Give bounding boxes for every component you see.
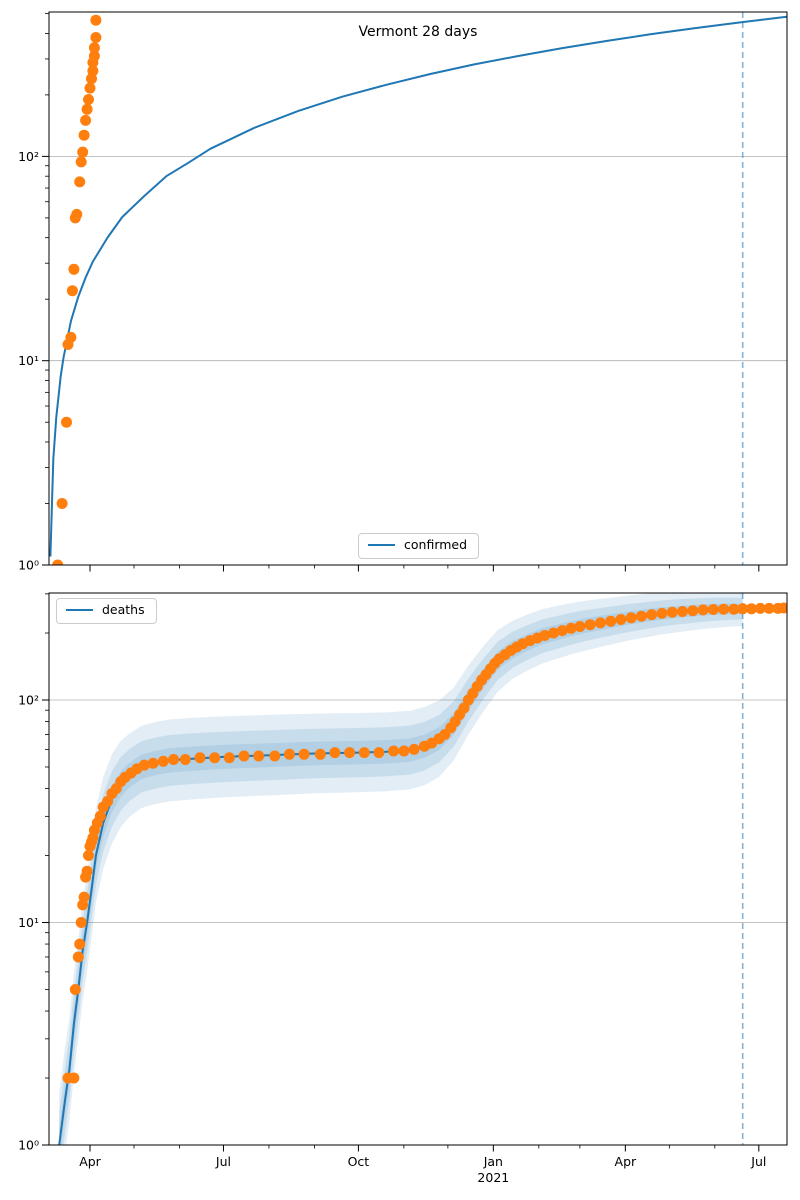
y-tick-label: 10² (18, 692, 39, 708)
legend-label-confirmed: confirmed (404, 537, 468, 552)
confirmed-observed-dot (83, 94, 94, 105)
deaths-observed-dot (574, 621, 585, 632)
y-tick-label: 10⁰ (18, 1137, 39, 1153)
deaths-observed-dot (315, 749, 326, 760)
deaths-observed-dot (657, 608, 668, 619)
confirmed-observed-dot (79, 130, 90, 141)
deaths-observed-dot (595, 617, 606, 628)
deaths-observed-dot (687, 605, 698, 616)
deaths-observed-dot (636, 611, 647, 622)
deaths-observed-dot (82, 866, 93, 877)
deaths-observed-dot (209, 752, 220, 763)
deaths-observed-dot (284, 749, 295, 760)
confirmed-observed-dot (67, 285, 78, 296)
deaths-observed-dot (615, 614, 626, 625)
confirmed-observed-dot (65, 332, 76, 343)
deaths-observed-dot (269, 751, 280, 762)
confirmed-observed-dot (82, 104, 93, 115)
legend-line-sample (368, 544, 395, 546)
deaths-observed-dot (158, 756, 169, 767)
deaths-observed-dot (70, 984, 81, 995)
confirmed-observed-dot (57, 498, 68, 509)
confirmed-observed-dot (61, 417, 72, 428)
deaths-observed-dot (626, 612, 637, 623)
uncertainty-band (59, 604, 743, 1161)
deaths-observed-dot (778, 603, 789, 614)
deaths-observed-dot (605, 616, 616, 627)
confirmed-model-line (50, 17, 786, 557)
legend-label-deaths: deaths (102, 602, 145, 617)
uncertainty-band (59, 598, 743, 1178)
plot-spine (49, 12, 787, 565)
deaths-observed-dot (148, 758, 159, 769)
deaths-observed-dot (195, 752, 206, 763)
deaths-observed-dot (83, 850, 94, 861)
deaths-observed-dot (646, 609, 657, 620)
deaths-observed-dot (74, 939, 85, 950)
deaths-observed-dot (585, 619, 596, 630)
legend-line-sample (66, 609, 93, 611)
y-tick-label: 10² (18, 148, 39, 164)
x-tick-label: Jan (483, 1154, 503, 1169)
deaths-observed-dot (224, 752, 235, 763)
deaths-observed-dot (388, 746, 399, 757)
y-tick-label: 10¹ (18, 915, 39, 930)
x-axis-year-label: 2021 (477, 1170, 510, 1185)
deaths-observed-dot (708, 604, 719, 615)
x-tick-label: Apr (79, 1154, 101, 1169)
deaths-observed-dot (76, 917, 87, 928)
x-tick-label: Jul (751, 1154, 767, 1169)
top-chart (18, 12, 787, 573)
x-tick-label: Oct (347, 1154, 370, 1169)
deaths-observed-dot (79, 892, 90, 903)
deaths-observed-dot (718, 604, 729, 615)
deaths-observed-dot (68, 1073, 79, 1084)
plot-spine (49, 593, 787, 1145)
deaths-observed-dot (373, 747, 384, 758)
deaths-observed-dot (168, 754, 179, 765)
confirmed-observed-dot (77, 147, 88, 158)
confirmed-observed-dot (74, 176, 85, 187)
deaths-observed-dot (398, 746, 409, 757)
deaths-observed-dot (73, 952, 84, 963)
deaths-observed-dot (667, 607, 678, 618)
bottom-chart (18, 591, 789, 1199)
deaths-model-line (59, 609, 743, 1145)
uncertainty-band (59, 591, 743, 1199)
deaths-observed-dot (409, 744, 420, 755)
deaths-observed-dot (180, 754, 191, 765)
x-tick-label: Jul (215, 1154, 232, 1169)
deaths-observed-dot (253, 751, 264, 762)
deaths-observed-dot (344, 747, 355, 758)
deaths-observed-dot (359, 747, 370, 758)
y-tick-label: 10⁰ (18, 557, 39, 573)
confirmed-observed-dot (68, 264, 79, 275)
deaths-observed-dot (329, 747, 340, 758)
deaths-observed-dot (698, 604, 709, 615)
deaths-observed-dot (299, 749, 310, 760)
confirmed-observed-dot (89, 42, 100, 53)
confirmed-observed-dot (80, 115, 91, 126)
deaths-observed-dot (677, 606, 688, 617)
deaths-observed-dot (239, 751, 250, 762)
legend-deaths (56, 598, 157, 624)
x-tick-label: Apr (614, 1154, 637, 1169)
confirmed-observed-dot (85, 83, 96, 94)
y-tick-label: 10¹ (18, 353, 39, 369)
confirmed-observed-dot (71, 209, 82, 220)
confirmed-observed-dot (76, 156, 87, 167)
chart-title: Vermont 28 days (358, 24, 478, 40)
legend-confirmed (358, 533, 479, 559)
